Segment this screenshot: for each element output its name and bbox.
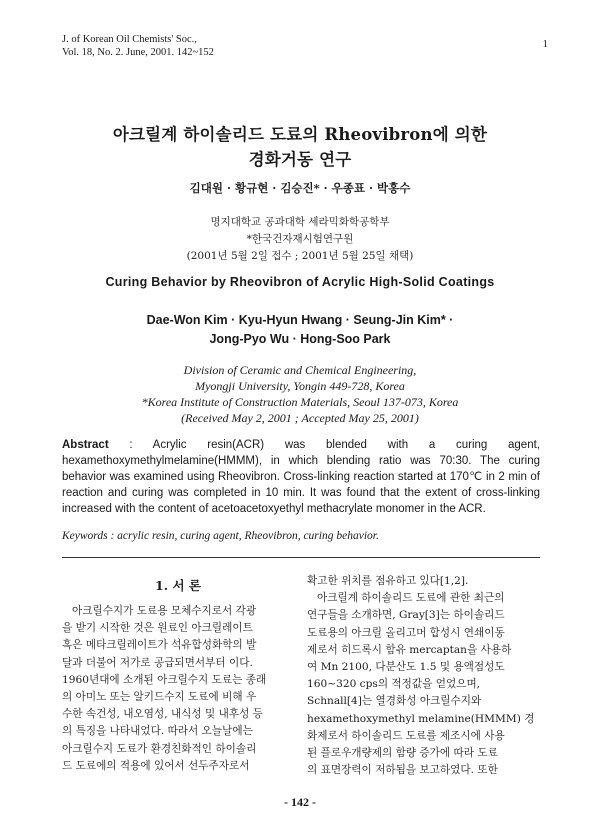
korean-title-line2: 경화거동 연구 [248,150,352,169]
right-column [307,573,539,779]
body-line: 달과 더불어 저가로 공급되면서부터 이다. [62,656,253,669]
journal-name: J. of Korean Oil Chemists' Soc., [62,34,197,45]
body-line: hexamethoxymethyl melamine(HMMM) 경 [307,712,535,725]
english-dates: (Received May 2, 2001 ; Accepted May 25, 2001) [181,411,419,425]
english-affiliation-line1: Division of Ceramic and Chemical Engineering, [183,363,417,377]
body-line: 1960년대에 소개된 아크릴수지 도료는 종래 [62,673,267,686]
body-line: 혹은 메타크릴레이트가 석유합성화학의 발 [62,639,257,652]
english-authors-line2: Jong-Pyo Wu · Hong-Soo Park [209,332,391,346]
body-line: 확고한 위치를 점유하고 있다[1,2]. [307,575,469,587]
body-line: 여 Mn 2100, 다분산도 1.5 및 용액점성도 [307,661,505,674]
body-line: 160~320 cps의 적정값을 얻었으며, [307,678,481,691]
korean-affiliation [0,214,600,265]
body-line: 을 받기 시작한 것은 원료인 아크릴레이트 [62,622,253,635]
left-column [62,603,294,775]
korean-affiliation-line2: *한국건자재시험연구원 [246,233,354,245]
section-divider [62,557,540,558]
journal-header [62,33,214,59]
abstract [62,437,540,517]
english-title: Curing Behavior by Rheovibron of Acrylic High-Solid Coatings [105,275,495,289]
body-line: 의 표면장력이 저하됨을 보고하였다. 또한 [307,764,498,777]
abstract-text: Acrylic resin(ACR) was blended with a curing agent, hexamethoxymethylmelamine(HMMM), in which blending ratio was 70:30. The curing behavior was examined using Rheovibron. Cross-linking reaction started at 170℃ in 2 min of reaction and curing was completed in 10 min. It was found that the extent of cross-linking increased with the content of acetoacetoxyethyl methacrylate monomer in the ACR. [62,439,540,515]
journal-volume: Vol. 18, No. 2. June, 2001. 142~152 [62,47,214,58]
body-line: 제로서 히드록시 함유 mercaptan을 사용하 [307,643,512,656]
korean-affiliation-line1: 명지대학교 공과대학 세라믹화학공학부 [210,216,390,228]
body-line: 된 플로우개량제의 함량 증가에 따라 도료 [307,747,498,760]
body-line: 연구들을 소개하면, Gray[3]는 하이솔리드 [307,609,505,622]
english-affiliation [0,362,600,426]
english-authors [0,311,600,349]
footer-page-number: - 142 - [284,795,316,809]
abstract-label: Abstract [62,439,109,451]
page-number: 1 [542,38,548,50]
body-line: 아크릴계 하이솔리드 도료에 관한 최근의 [317,592,505,605]
body-line: 드 도료에의 적용에 있어서 선두주자로서 [62,759,250,772]
body-line: 의 아미노 또는 알키드수지 도료에 비해 우 [62,691,257,704]
korean-dates: (2001년 5월 2일 접수 ; 2001년 5월 25일 채택) [186,250,414,262]
body-line: Schnall[4]는 열경화성 아크릴수지와 [307,695,482,708]
korean-authors: 김대원 · 황규현 · 김승진* · 우종표 · 박홍수 [189,181,411,195]
body-line: 도료용의 아크릴 올리고머 합성시 연쇄이동 [307,626,505,639]
body-line: 아크릴수지가 도료용 모체수지로서 각광 [72,605,257,617]
keywords: Keywords : acrylic resin, curing agent, Rheovibron, curing behavior. [62,530,379,542]
abstract-separator: : [108,439,153,451]
english-affiliation-line2: Myongji University, Yongin 449-728, Korea [195,379,405,393]
english-authors-line1: Dae-Won Kim · Kyu-Hyun Hwang · Seung-Jin Kim* · [146,313,454,327]
korean-title [0,122,600,172]
english-affiliation-line3: *Korea Institute of Construction Materials, Seoul 137-073, Korea [141,395,459,409]
body-line: 아크릴수지 도료가 환경친화적인 하이솔리 [62,742,257,755]
body-line: 의 특징을 나타내었다. 따라서 오늘날에는 [62,725,253,738]
korean-title-line1: 아크릴계 하이솔리드 도료의 Rheovibron에 의한 [112,125,488,144]
section-heading: 1. 서 론 [155,578,201,593]
body-line: 수한 속건성, 내오염성, 내식성 및 내후성 등 [62,708,263,721]
body-line: 화제로서 하이솔리드 도료를 제조시에 사용 [307,729,505,742]
